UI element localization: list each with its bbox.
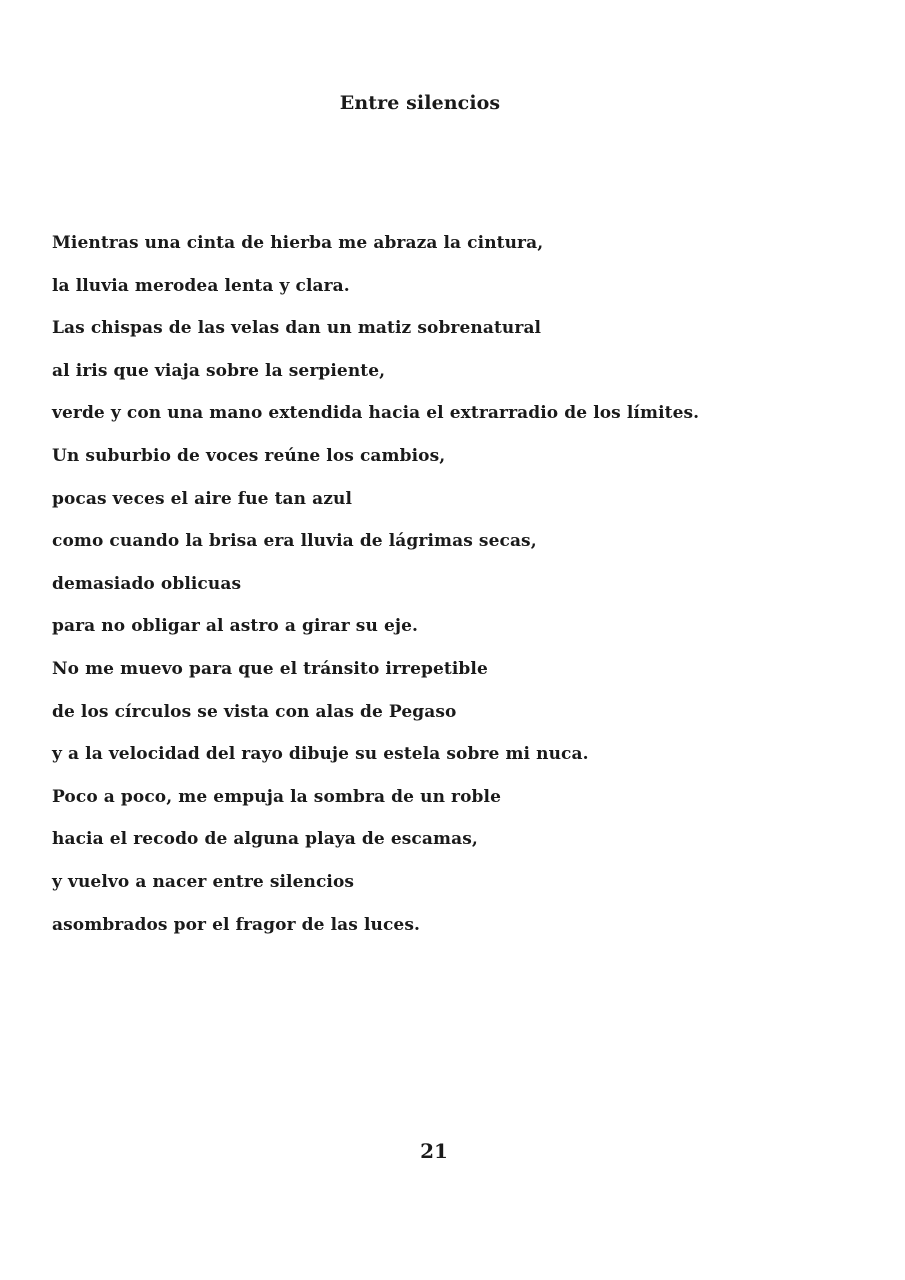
poem-line: pocas veces el aire fue tan azul — [52, 488, 353, 509]
poem-line: Las chispas de las velas dan un matiz sobrenatural — [52, 318, 542, 339]
poem-body — [52, 222, 872, 946]
poem-title: Entre silencios — [339, 92, 501, 114]
poem-line: para no obligar al astro a girar su eje. — [52, 616, 419, 637]
poem-line: al iris que viaja sobre la serpiente, — [52, 360, 386, 381]
poem-line: asombrados por el fragor de las luces. — [52, 914, 421, 935]
poem-line: y a la velocidad del rayo dibuje su estela sobre mi nuca. — [52, 744, 589, 765]
poem-line: de los círculos se vista con alas de Pegaso — [52, 701, 457, 722]
poem-line: como cuando la brisa era lluvia de lágrimas secas, — [52, 531, 537, 552]
poem-line: Un suburbio de voces reúne los cambios, — [52, 445, 446, 466]
poem-line: verde y con una mano extendida hacia el extrarradio de los límites. — [52, 403, 700, 424]
page-number: 21 — [420, 1139, 448, 1163]
poem-line: demasiado oblicuas — [52, 573, 242, 594]
poem-line: hacia el recodo de alguna playa de escamas, — [52, 829, 478, 850]
poem-line: Poco a poco, me empuja la sombra de un roble — [52, 786, 501, 807]
poem-line: Mientras una cinta de hierba me abraza la cintura, — [52, 233, 544, 253]
poem-line: la lluvia merodea lenta y clara. — [52, 275, 350, 296]
poem-line: No me muevo para que el tránsito irrepetible — [52, 658, 488, 679]
poem-line: y vuelvo a nacer entre silencios — [52, 871, 355, 892]
